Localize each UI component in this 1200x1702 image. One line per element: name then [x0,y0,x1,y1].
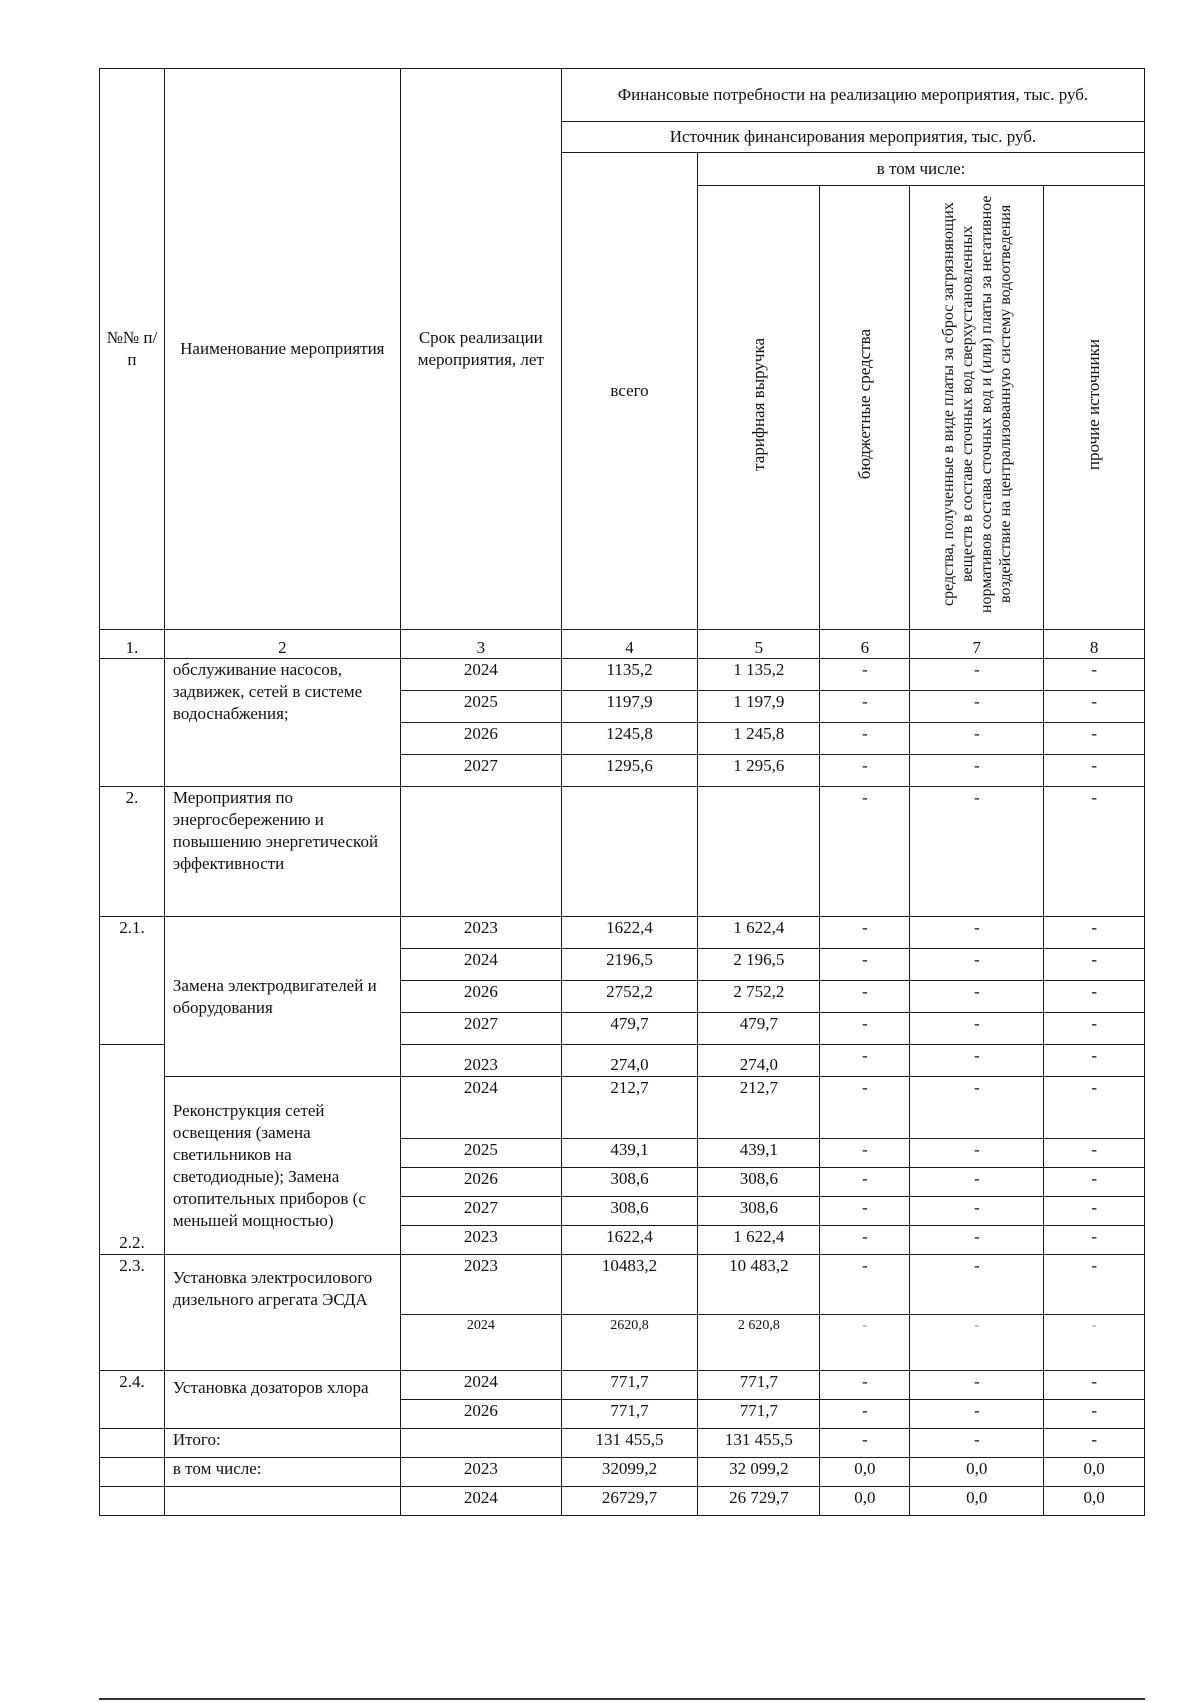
row-budget: - [820,1168,910,1197]
row-year: 2024 [400,949,561,981]
row-year: 2023 [400,1045,561,1077]
header-term: Срок реализации мероприятия, лет [400,69,561,630]
row-fees: - [910,755,1044,787]
row-year: 2025 [400,1139,561,1168]
row-fees: - [910,1045,1044,1077]
row-year: 2027 [400,1013,561,1045]
colnum-2: 2 [164,630,400,659]
row-other: - [1044,1255,1145,1315]
row-other: - [1044,1168,1145,1197]
row-total: 2752,2 [561,981,697,1013]
row-budget: - [820,1315,910,1371]
row-year: 2023 [400,917,561,949]
row-name: Установка дозаторов хлора [164,1371,400,1429]
row-total: 1622,4 [561,917,697,949]
row-fees: - [910,1139,1044,1168]
row-other: - [1044,1045,1145,1077]
row-num [100,1429,165,1458]
row-year: 2025 [400,691,561,723]
header-fees [910,186,1044,630]
table-row [100,1371,1145,1400]
row-total: 10483,2 [561,1255,697,1315]
header-budget [820,186,910,630]
row-num [100,1487,165,1516]
row-tariff: 479,7 [698,1013,820,1045]
table-row [100,1077,1145,1139]
row-total: 1622,4 [561,1226,697,1255]
row-fees: - [910,691,1044,723]
row-budget: - [820,659,910,691]
row-fees: - [910,723,1044,755]
table-row [100,1487,1145,1516]
row-year: 2027 [400,1197,561,1226]
colnum-7: 7 [910,630,1044,659]
table-row [100,917,1145,949]
row-year: 2026 [400,1400,561,1429]
row-tariff: 2 620,8 [698,1315,820,1371]
row-total: 32099,2 [561,1458,697,1487]
row-budget: - [820,1077,910,1139]
row-name: Установка электросилового дизельного агрегата ЭСДА [164,1255,400,1371]
row-fees: - [910,1371,1044,1400]
row-budget: - [820,1371,910,1400]
row-fees: - [910,787,1044,917]
row-budget: - [820,723,910,755]
row-tariff: 1 295,6 [698,755,820,787]
row-other: - [1044,1400,1145,1429]
header-other-text: прочие источники [1084,338,1104,471]
row-year: 2024 [400,1371,561,1400]
row-tariff [698,787,820,917]
row-other: 0,0 [1044,1487,1145,1516]
row-total: 1245,8 [561,723,697,755]
row-budget: 0,0 [820,1458,910,1487]
row-total: 1295,6 [561,755,697,787]
row-total: 1197,9 [561,691,697,723]
colnum-1: 1. [100,630,165,659]
row-name: Замена электродвигателей и оборудования [164,917,400,1077]
row-total: 771,7 [561,1400,697,1429]
row-year [400,787,561,917]
row-budget: - [820,1139,910,1168]
row-total: 439,1 [561,1139,697,1168]
row-year [400,1429,561,1458]
row-other: - [1044,1013,1145,1045]
row-tariff: 439,1 [698,1139,820,1168]
row-year: 2026 [400,723,561,755]
header-tariff-text: тарифная выручка [748,338,768,471]
row-tariff: 2 752,2 [698,981,820,1013]
row-budget: - [820,755,910,787]
row-budget: - [820,949,910,981]
total-budget: - [820,1429,910,1458]
row-year: 2027 [400,755,561,787]
row-budget: - [820,1045,910,1077]
row-fees: - [910,1315,1044,1371]
row-fees: - [910,1400,1044,1429]
row-tariff: 1 197,9 [698,691,820,723]
table-row [100,1458,1145,1487]
row-fees: 0,0 [910,1487,1044,1516]
row-other: - [1044,1077,1145,1139]
row-num [100,1458,165,1487]
row-tariff: 1 622,4 [698,917,820,949]
header-other [1044,186,1145,630]
row-other: - [1044,723,1145,755]
header-num: №№ п/п [100,69,165,630]
row-num: 2.1. [100,917,165,1045]
row-total: 771,7 [561,1371,697,1400]
header-funding-source: Источник финансирования мероприятия, тыс. руб. [561,122,1144,153]
row-total: 26729,7 [561,1487,697,1516]
colnum-5: 5 [698,630,820,659]
row-total: 2196,5 [561,949,697,981]
row-tariff: 26 729,7 [698,1487,820,1516]
row-budget: - [820,1400,910,1429]
table-row [100,1255,1145,1315]
row-total: 2620,8 [561,1315,697,1371]
row-tariff: 32 099,2 [698,1458,820,1487]
column-numbers-row [100,630,1145,659]
row-tariff: 308,6 [698,1197,820,1226]
row-total: 308,6 [561,1197,697,1226]
row-total: 1135,2 [561,659,697,691]
row-fees: 0,0 [910,1458,1044,1487]
row-fees: - [910,1013,1044,1045]
table-row [100,787,1145,917]
financing-table [99,68,1145,1516]
row-other: - [1044,1371,1145,1400]
header-total: всего [561,153,697,630]
row-year: 2024 [400,1077,561,1139]
page-bottom-rule [99,1698,1145,1700]
row-other: 0,0 [1044,1458,1145,1487]
row-year: 2026 [400,1168,561,1197]
colnum-8: 8 [1044,630,1145,659]
header-fees-text: средства, полученные в виде платы за сброс загрязняющих веществ в составе сточных вод сверхустановленных нормативов состава сточных вод и (или) платы за негативное воздействие на централизованную систему водоотведения [939,195,1014,613]
row-budget: - [820,1226,910,1255]
row-year: 2023 [400,1458,561,1487]
header-financial-needs: Финансовые потребности на реализацию мероприятия, тыс. руб. [561,69,1144,122]
row-other: - [1044,787,1145,917]
row-tariff: 771,7 [698,1371,820,1400]
row-fees: - [910,1197,1044,1226]
row-num: 2.2. [100,1045,165,1255]
row-year: 2024 [400,1487,561,1516]
row-tariff: 274,0 [698,1045,820,1077]
header-name: Наименование мероприятия [164,69,400,630]
row-other: - [1044,981,1145,1013]
row-other: - [1044,755,1145,787]
row-budget: - [820,1013,910,1045]
including-label: в том числе: [164,1458,400,1487]
row-name: Мероприятия по энергосбережению и повышению энергетической эффективности [164,787,400,917]
row-other: - [1044,1197,1145,1226]
row-budget: - [820,981,910,1013]
table-row-total [100,1429,1145,1458]
row-tariff: 212,7 [698,1077,820,1139]
row-num: 2.3. [100,1255,165,1371]
colnum-3: 3 [400,630,561,659]
row-other: - [1044,949,1145,981]
row-budget: - [820,917,910,949]
row-budget: - [820,691,910,723]
row-total: 274,0 [561,1045,697,1077]
row-budget: - [820,787,910,917]
row-name [164,1487,400,1516]
row-year: 2024 [400,1315,561,1371]
row-tariff: 308,6 [698,1168,820,1197]
row-total: 308,6 [561,1168,697,1197]
row-fees: - [910,659,1044,691]
row-fees: - [910,917,1044,949]
row-other: - [1044,917,1145,949]
header-including: в том числе: [698,153,1145,186]
row-other: - [1044,1226,1145,1255]
colnum-6: 6 [820,630,910,659]
row-fees: - [910,1168,1044,1197]
row-tariff: 1 135,2 [698,659,820,691]
row-tariff: 1 622,4 [698,1226,820,1255]
row-total: 212,7 [561,1077,697,1139]
row-tariff: 771,7 [698,1400,820,1429]
row-num: 2. [100,787,165,917]
row-total [561,787,697,917]
header-budget-text: бюджетные средства [854,329,874,480]
row-fees: - [910,1226,1044,1255]
row-year: 2026 [400,981,561,1013]
row-other: - [1044,1139,1145,1168]
row-fees: - [910,981,1044,1013]
row-tariff: 2 196,5 [698,949,820,981]
row-other: - [1044,691,1145,723]
row-total: 479,7 [561,1013,697,1045]
colnum-4: 4 [561,630,697,659]
total-other: - [1044,1429,1145,1458]
row-tariff: 1 245,8 [698,723,820,755]
row-other: - [1044,1315,1145,1371]
row-year: 2024 [400,659,561,691]
total-fees: - [910,1429,1044,1458]
row-year: 2023 [400,1226,561,1255]
header-tariff [698,186,820,630]
total-tariff: 131 455,5 [698,1429,820,1458]
table-row [100,659,1145,691]
row-name: обслуживание насосов, задвижек, сетей в системе водоснабжения; [164,659,400,787]
row-budget: - [820,1197,910,1226]
row-tariff: 10 483,2 [698,1255,820,1315]
row-num [100,659,165,787]
row-fees: - [910,949,1044,981]
row-other: - [1044,659,1145,691]
row-num: 2.4. [100,1371,165,1429]
row-fees: - [910,1077,1044,1139]
total-value: 131 455,5 [561,1429,697,1458]
row-budget: - [820,1255,910,1315]
row-name: Реконструкция сетей освещения (замена светильников на светодиодные); Замена отопительных приборов (с меньшей мощностью) [164,1077,400,1255]
row-fees: - [910,1255,1044,1315]
row-budget: 0,0 [820,1487,910,1516]
row-year: 2023 [400,1255,561,1315]
total-label: Итого: [164,1429,400,1458]
